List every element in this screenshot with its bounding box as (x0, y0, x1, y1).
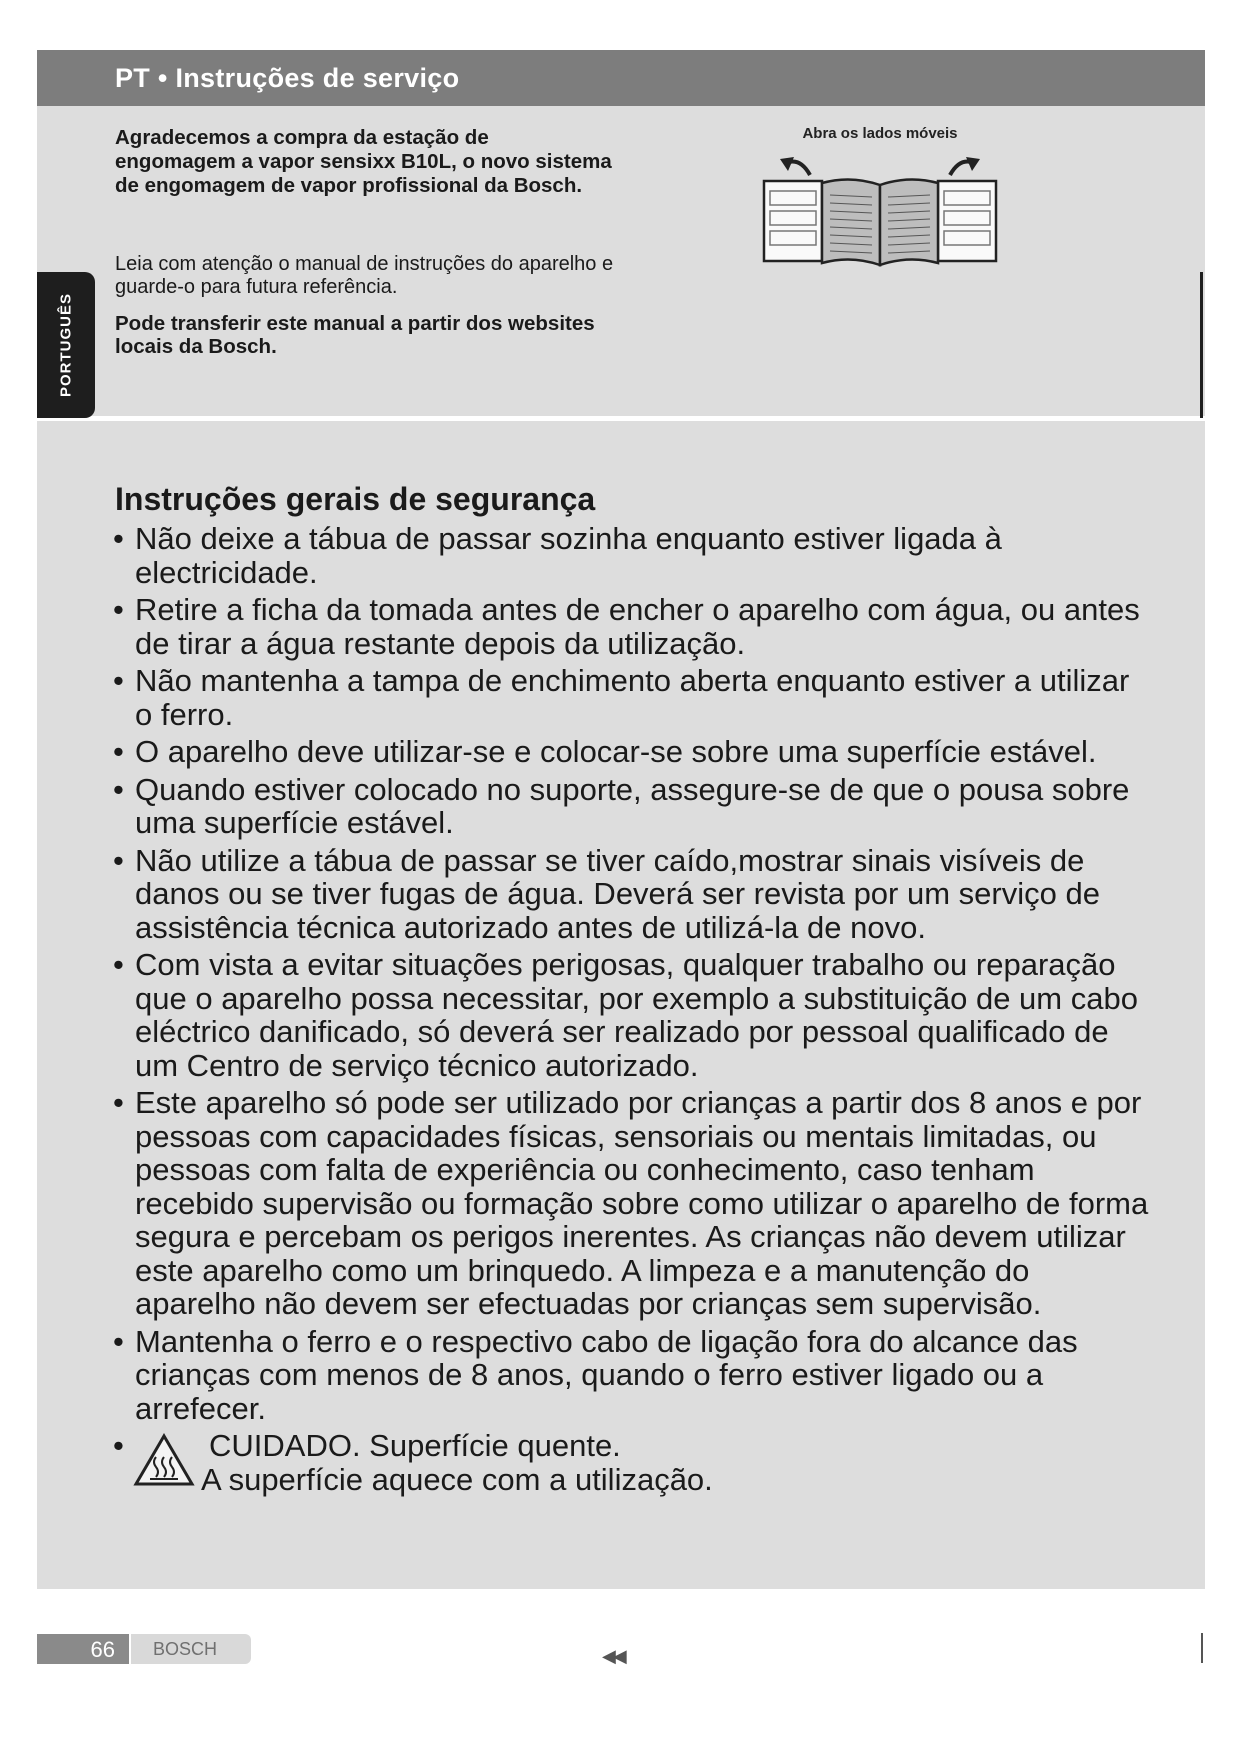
list-item: • Não deixe a tábua de passar sozinha enquanto estiver ligada à electricidade. (113, 521, 1002, 590)
list-item: • Não mantenha a tampa de enchimento aberta enquanto estiver a utilizar o ferro. (113, 663, 1130, 732)
list-item: • Retire a ficha da tomada antes de encher o aparelho com água, ou antes de tirar a água restante depois da utilização. (113, 592, 1140, 661)
list-item: • O aparelho deve utilizar-se e colocar-se sobre uma superfície estável. (113, 734, 1097, 769)
list-item: • Mantenha o ferro e o respectivo cabo de ligação fora do alcance das crianças com menos de 8 anos, quando o ferro estiver ligado ou a arrefecer. (113, 1323, 1078, 1426)
previous-page-icon[interactable]: ◀◀ (602, 1646, 624, 1666)
hot-surface-warning-icon (133, 1433, 195, 1487)
language-tab (37, 272, 95, 418)
warning-detail: A superfície aquece com a utilização. (201, 1462, 713, 1497)
warning-heading: CUIDADO. Superfície quente. (209, 1428, 621, 1463)
header-bar (37, 50, 1205, 106)
intro-thanks: Agradecemos a compra da estação de engomagem a vapor sensixx B10L, o novo sistema de engomagem de vapor profissional da Bosch. (115, 126, 612, 197)
safety-title: Instruções gerais de segurança (115, 481, 596, 517)
page-number: 66 (37, 1634, 129, 1664)
list-item: • Quando estiver colocado no suporte, assegure-se de que o pousa sobre uma superfície estável. (113, 771, 1130, 840)
list-item: • Não utilize a tábua de passar se tiver caído,mostrar sinais visíveis de danos ou se tiver fugas de água. Deverá ser revista por um serviço de assistência técnica autorizado antes de utilizá-la de novo. (113, 842, 1100, 945)
warning-item: • CUIDADO. Superfície quente. A superfície aquece com a utilização. (113, 1428, 713, 1497)
intro-download-notice: Pode transferir este manual a partir dos websites locais da Bosch. (115, 312, 595, 358)
open-sides-figure (750, 125, 1010, 285)
right-edge-rule (1200, 272, 1203, 418)
safety-list (113, 522, 1153, 1503)
list-item: • Este aparelho só pode ser utilizado por crianças a partir dos 8 anos e por pessoas com capacidades físicas, sensoriais ou mentais limitadas, ou pessoas com falta de experiência ou conhecimento, caso tenham recebido supervisão ou formação sobre como utilizar o aparelho de forma segura e percebam os perigos inerentes. As crianças não devem utilizar este aparelho como um brinquedo. A limpeza e a manutenção do aparelho não devem ser efectuadas por crianças sem supervisão. (113, 1085, 1149, 1321)
language-tab-label: PORTUGUÊS (57, 292, 75, 398)
footer-rule (1201, 1633, 1203, 1663)
page-title: PT • Instruções de serviço (115, 63, 460, 93)
open-manual-icon (750, 147, 1010, 267)
figure-caption: Abra os lados móveis (802, 125, 958, 142)
intro-read-notice: Leia com atenção o manual de instruções do aparelho e guarde-o para futura referência. (115, 253, 614, 298)
footer-brand: BOSCH (131, 1634, 251, 1664)
list-item: • Com vista a evitar situações perigosas, qualquer trabalho ou reparação que o aparelho possa necessitar, por exemplo a substituição de um cabo eléctrico danificado, só deverá ser realizado por pessoal qualificado de um Centro de serviço técnico autorizado. (113, 947, 1138, 1083)
